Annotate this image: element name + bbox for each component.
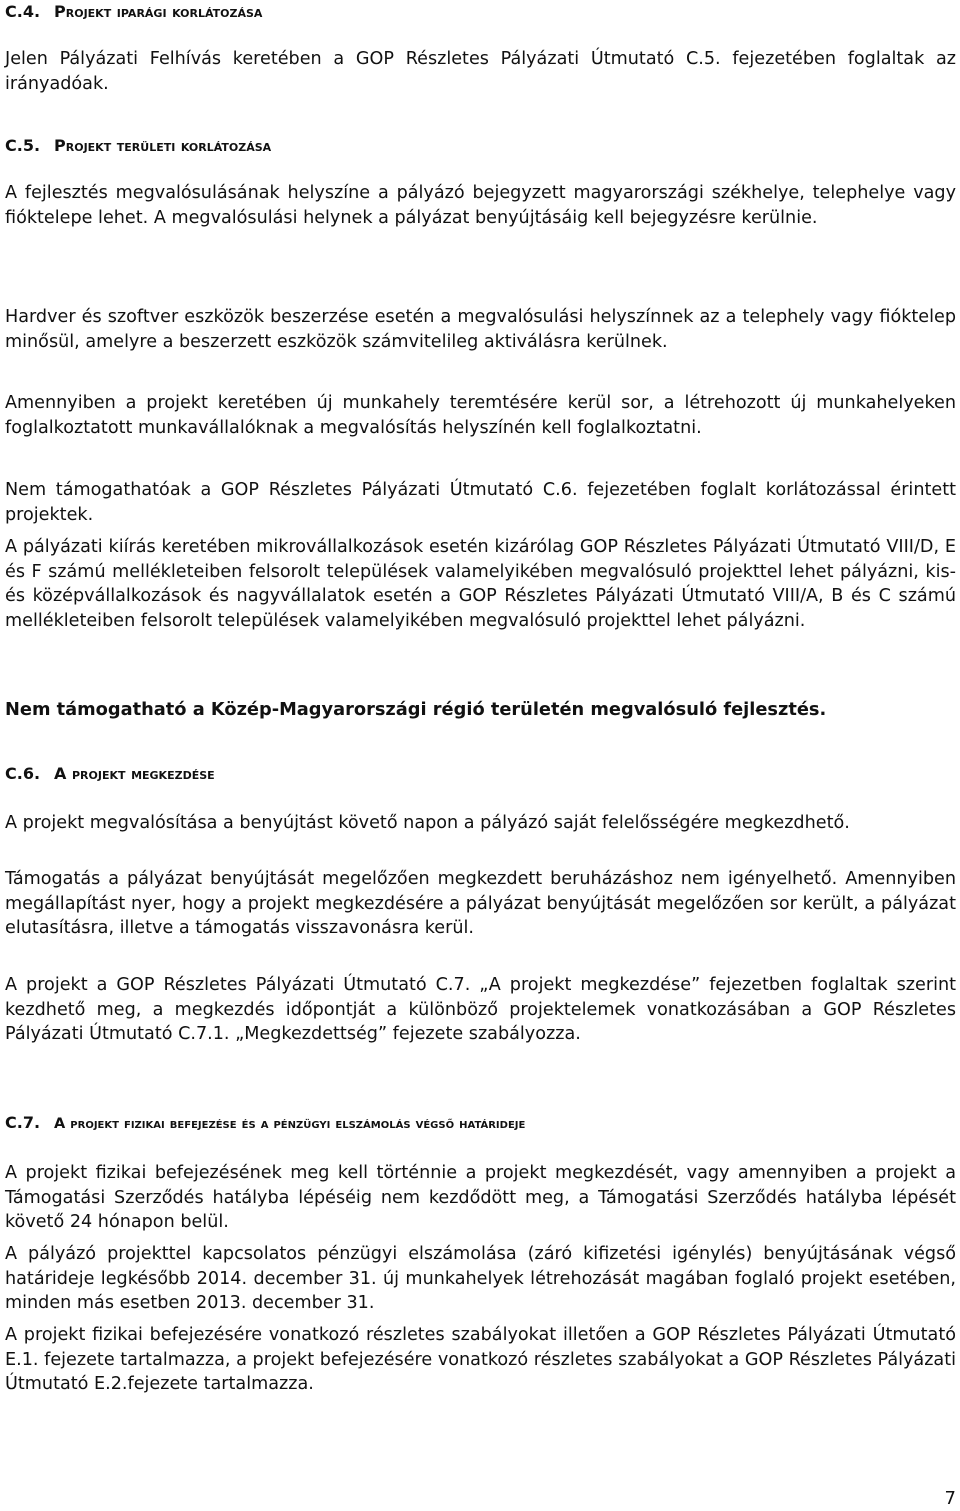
paragraph: A fejlesztés megvalósulásának helyszíne a pályázó bejegyzett magyarországi székhelye, telephelye vagy fióktelepe lehet. A megvalósulási helynek a pályázat benyújtásáig kell bejegyzésre kerülnie. (5, 183, 956, 228)
section-heading-c6 (5, 762, 215, 786)
paragraph: A pályázati kiírás keretében mikrovállalkozások esetén kizárólag GOP Részletes Pályázati Útmutató VIII/D, E és F számú mellékleteiben felsorolt települések valamelyikében megvalósuló projekttel lehet pályázni, kis- és középvállalkozások és nagyvállalatok esetén a GOP Részletes Pályázati Útmutató VIII/A, B és C számú mellékleteiben felsorolt települések valamelyikében megvalósuló projekttel lehet pályázni. (5, 537, 956, 631)
section-title: Projekt területi korlátozása (54, 136, 272, 155)
section-title: A projekt megkezdése (54, 764, 215, 783)
paragraph: A projekt fizikai befejezésére vonatkozó részletes szabályokat illetően a GOP Részletes Pályázati Útmutató E.1. fejezete tartalmazza, a projekt befejezésére vonatkozó részletes szabályokat a GOP Részletes Pályázati Útmutató E.2.fejezete tartalmazza. (5, 1325, 956, 1395)
section-heading-c4 (5, 0, 262, 24)
section-title: A projekt fizikai befejezése és a pénzügyi elszámolás végső határideje (54, 1116, 526, 1132)
section-number: C.7. (5, 1113, 41, 1132)
paragraph: A projekt a GOP Részletes Pályázati Útmutató C.7. „A projekt megkezdése” fejezetben foglaltak szerint kezdhető meg, a megkezdés időpontját a különböző projektelemek vonatkozásában a GOP Részletes Pályázati Útmutató C.7.1. „Megkezdettség” fejezete szabályozza. (5, 975, 956, 1045)
paragraph: Hardver és szoftver eszközök beszerzése esetén a megvalósulási helyszínnek az a telephely vagy fióktelep minősül, amelyre a beszerzett eszközök számvitelileg aktiválásra kerülnek. (5, 307, 956, 352)
section-number: C.6. (5, 764, 41, 783)
paragraph: A projekt megvalósítása a benyújtást követő napon a pályázó saját felelősségére megkezdhető. (5, 813, 850, 833)
section-number: C.5. (5, 136, 41, 155)
paragraph: A projekt fizikai befejezésének meg kell történnie a projekt megkezdését, vagy amennyiben a projekt a Támogatási Szerződés hatályba lépéséig nem kezdődött meg, a Támogatási Szerződés hatályba lépését követő 24 hónapon belül. (5, 1163, 956, 1233)
paragraph: Jelen Pályázati Felhívás keretében a GOP Részletes Pályázati Útmutató C.5. fejezetében foglaltak az irányadóak. (5, 49, 956, 94)
section-heading-c5 (5, 134, 271, 158)
section-heading-c7 (5, 1111, 525, 1136)
section-number: C.4. (5, 2, 41, 21)
page-number: 7 (944, 1488, 956, 1509)
paragraph: Nem támogathatóak a GOP Részletes Pályázati Útmutató C.6. fejezetében foglalt korlátozással érintett projektek. (5, 480, 956, 525)
section-title: Projekt iparági korlátozása (54, 2, 263, 21)
paragraph: Támogatás a pályázat benyújtását megelőzően megkezdett beruházáshoz nem igényelhető. Amennyiben megállapítást nyer, hogy a projekt megkezdésére a pályázat benyújtását megelőzően sor került, a pályázat elutasításra, illetve a támogatás visszavonásra kerül. (5, 869, 956, 939)
paragraph: A pályázó projekttel kapcsolatos pénzügyi elszámolása (záró kifizetési igénylés) benyújtásának végső határideje legkésőbb 2014. december 31. új munkahelyek létrehozását magában foglaló projekt esetében, minden más esetben 2013. december 31. (5, 1244, 956, 1314)
bold-note: Nem támogatható a Közép-Magyarországi régió területén megvalósuló fejlesztés. (5, 699, 827, 720)
paragraph: Amennyiben a projekt keretében új munkahely teremtésére kerül sor, a létrehozott új munkahelyeken foglalkoztatott munkavállalóknak a megvalósítás helyszínén kell foglalkoztatni. (5, 393, 956, 438)
